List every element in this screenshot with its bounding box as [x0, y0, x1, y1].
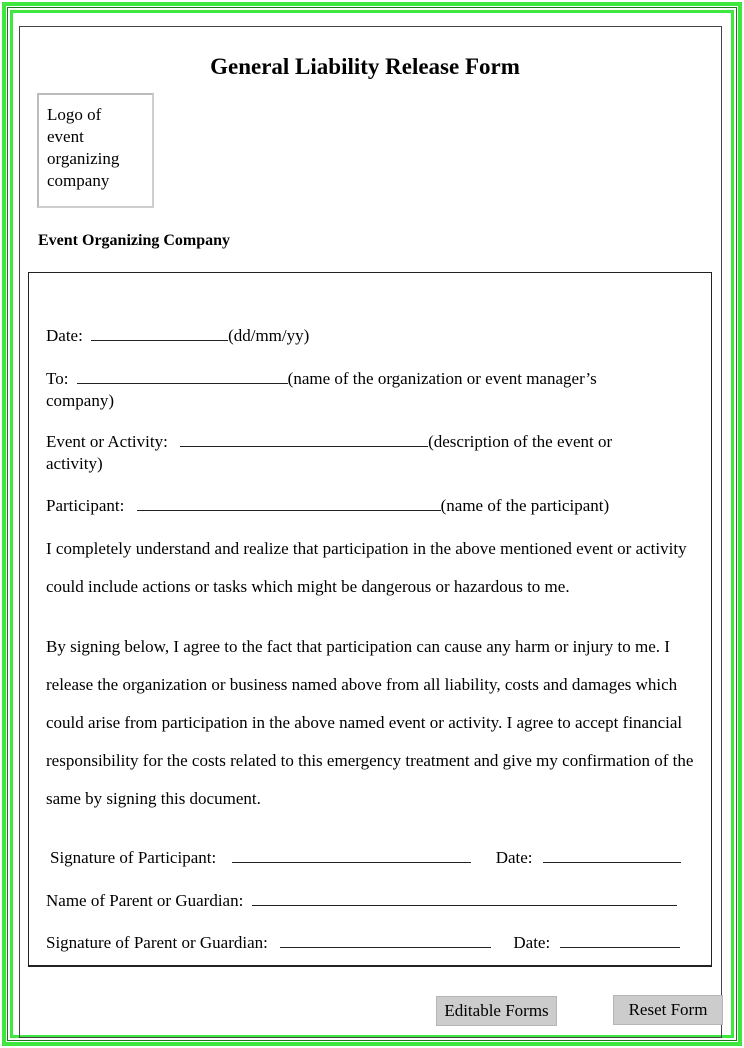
to-hint: (name of the organization or event manager’s	[287, 369, 597, 388]
parent-date-field[interactable]	[560, 932, 680, 948]
parent-signature-label: Signature of Parent or Guardian:	[46, 933, 268, 952]
participant-row	[46, 495, 696, 517]
date-row	[46, 325, 696, 347]
event-hint-cont: activity)	[46, 454, 103, 473]
parent-signature-field[interactable]	[280, 932, 491, 948]
participant-signature-row	[50, 847, 700, 869]
parent-name-row	[46, 890, 696, 912]
participant-label: Participant:	[46, 496, 125, 515]
participant-hint: (name of the participant)	[440, 496, 610, 515]
to-label: To:	[46, 369, 69, 388]
parent-name-label: Name of Parent or Guardian:	[46, 891, 244, 910]
logo-line-1: Logo of	[47, 105, 102, 124]
logo-line-2: event	[47, 127, 84, 146]
form-body-bottom-border	[28, 965, 712, 967]
event-row	[46, 431, 696, 475]
participant-signature-label: Signature of Participant:	[50, 848, 217, 867]
release-paragraph: By signing below, I agree to the fact that participation can cause any harm or injury to me. I release the organization or business named above from all liability, costs and damages which could arise from participation in the above named event or activity. I agree to accept financial responsibility for the costs related to this emergency treatment and give my confirmation of the same by signing this document.	[46, 637, 694, 808]
logo-line-3: organizing	[47, 149, 120, 168]
event-field[interactable]	[180, 431, 428, 447]
parent-signature-row	[46, 932, 696, 954]
to-row	[46, 368, 696, 412]
logo-line-4: company	[47, 171, 110, 190]
participant-field[interactable]	[137, 495, 441, 511]
editable-forms-button[interactable]: Editable Forms	[436, 996, 557, 1026]
event-hint: (description of the event or	[428, 432, 613, 451]
date-label: Date:	[46, 326, 83, 345]
reset-form-button[interactable]: Reset Form	[613, 995, 723, 1025]
participant-signature-field[interactable]	[232, 847, 471, 863]
participant-date-label: Date:	[495, 848, 533, 867]
to-hint-cont: company)	[46, 391, 114, 410]
parent-date-label: Date:	[513, 933, 551, 952]
date-hint: (dd/mm/yy)	[228, 326, 310, 345]
participant-date-field[interactable]	[543, 847, 681, 863]
form-title: General Liability Release Form	[210, 54, 520, 79]
date-field[interactable]	[91, 325, 228, 341]
to-field[interactable]	[77, 368, 288, 384]
event-label: Event or Activity:	[46, 432, 168, 451]
understanding-paragraph: I completely understand and realize that participation in the above mentioned event or activity could include actions or tasks which might be dangerous or hazardous to me.	[46, 539, 687, 596]
parent-name-field[interactable]	[252, 890, 677, 906]
company-name: Event Organizing Company	[38, 232, 231, 249]
logo-placeholder	[37, 93, 154, 208]
